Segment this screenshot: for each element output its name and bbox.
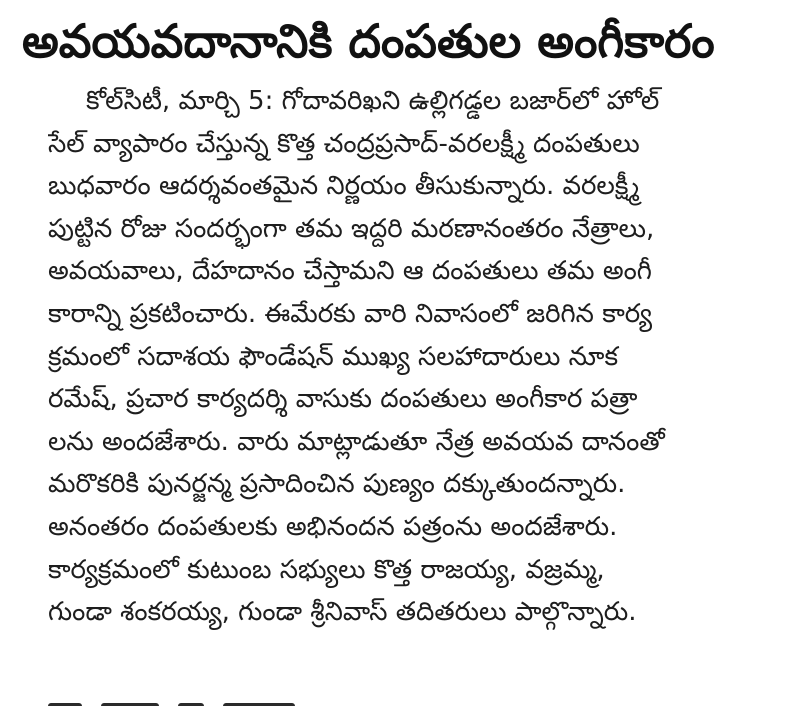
article-line: రమేష్, ప్రచార కార్యదర్శి వాసుకు దంపతులు అంగీకార పత్రా [48, 384, 638, 415]
article-line: కార్యక్రమంలో కుటుంబ సభ్యులు కొత్త రాజయ్య, వజ్రమ్మ, [48, 554, 605, 585]
article-body [48, 80, 788, 634]
article-headline: అవయవదానానికి దంపతుల అంగీకారం [22, 14, 715, 68]
article-line: లను అందజేశారు. వారు మాట్లాడుతూ నేత్ర అవయవ దానంతో [48, 426, 665, 457]
article-line: క్రమంలో సదాశయ ఫౌండేషన్ ముఖ్య సలహాదారులు నూక [48, 341, 619, 372]
article-line: గుండా శంకరయ్య, గుండా శ్రీనివాస్ తదితరులు పాల్గొన్నారు. [48, 597, 637, 628]
cut-off-next-line [48, 694, 348, 706]
article-line: పుట్టిన రోజు సందర్భంగా తమ ఇద్దరి మరణానంతరం నేత్రాలు, [48, 213, 655, 244]
article-line: కారాన్ని ప్రకటించారు. ఈమేరకు వారి నివాసంలో జరిగిన కార్య [48, 298, 653, 329]
article-line: కోల్‌సిటీ, మార్చి 5: గోదావరిఖని ఉల్లిగడ్డల బజార్‌లో హోల్ [86, 86, 660, 116]
article-line: మరొకరికి పునర్జన్మ ప్రసాదించిన పుణ్యం దక్కుతుందన్నారు. [48, 469, 626, 500]
article-line: అవయవాలు, దేహదానం చేస్తామని ఆ దంపతులు తమ అంగీ [48, 256, 652, 287]
article-line: అనంతరం దంపతులకు అభినందన పత్రంను అందజేశారు. [48, 511, 618, 542]
article-line: సేల్ వ్యాపారం చేస్తున్న కొత్త చంద్రప్రసాద్-వరలక్ష్మీ దంపతులు [48, 128, 640, 159]
article-line: బుధవారం ఆదర్శవంతమైన నిర్ణయం తీసుకున్నారు. వరలక్ష్మీ [48, 171, 640, 202]
